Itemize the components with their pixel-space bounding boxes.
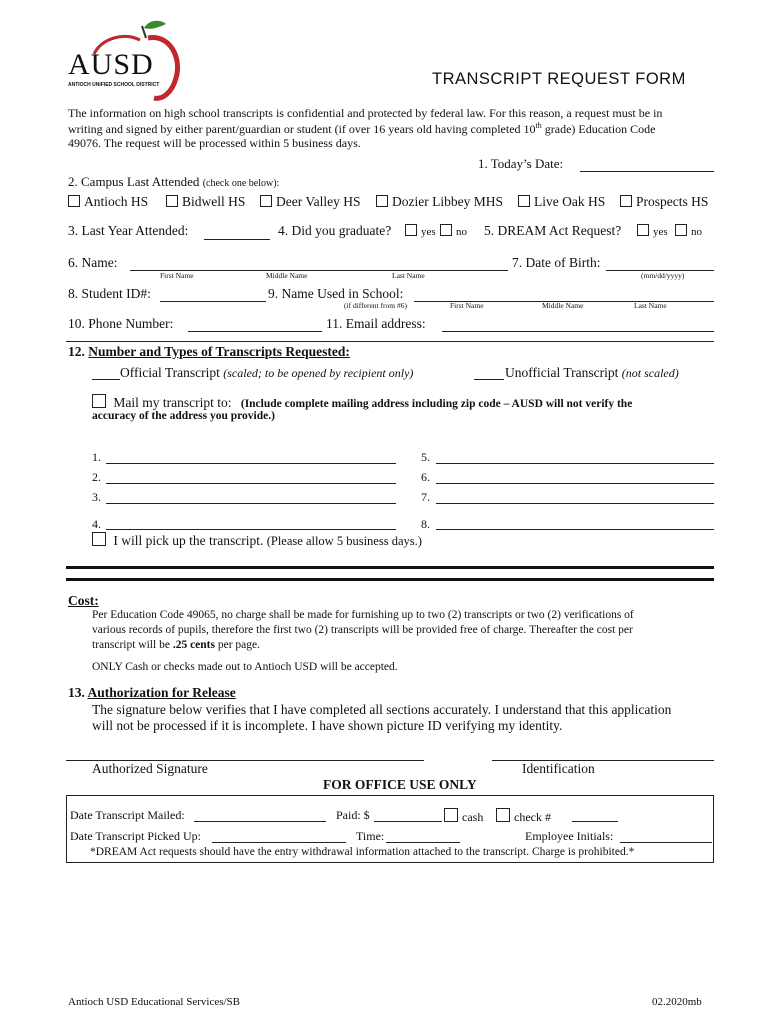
logo-text: AUSD — [68, 48, 154, 81]
unofficial-note: (not scaled) — [621, 366, 679, 380]
official-transcript-label — [120, 365, 413, 381]
checkbox[interactable] — [444, 808, 458, 822]
date-picked-field[interactable] — [212, 842, 346, 843]
no-label: no — [456, 226, 467, 238]
graduate-no[interactable] — [440, 224, 467, 238]
campus-option-deer-valley[interactable] — [260, 194, 360, 210]
paid-field[interactable] — [374, 821, 442, 822]
authorization-line-1: The signature below verifies that I have completed all sections accurately. I understand that this application — [92, 702, 672, 717]
logo-subtext: ANTIOCH UNIFIED SCHOOL DISTRICT — [68, 82, 160, 88]
graduate-yes[interactable] — [405, 224, 436, 238]
yes-label: yes — [653, 226, 668, 238]
cost-line-1: Per Education Code 49065, no charge shall be made for furnishing up to two (2) transcripts or two (2) verifications of — [92, 609, 634, 621]
unofficial-transcript-label — [505, 365, 679, 381]
name-in-school-label: 9. Name Used in School: — [268, 286, 404, 301]
official-count-field[interactable] — [92, 379, 120, 380]
section-number: 13. — [68, 685, 85, 700]
campus-label — [68, 174, 279, 190]
campus-hint: (check one below): — [202, 178, 280, 189]
intro-line-3: 49076. The request will be processed within 5 business days. — [68, 136, 361, 150]
unofficial-count-field[interactable] — [474, 379, 504, 380]
footer-right: 02.2020mb — [652, 996, 702, 1008]
email-field[interactable] — [442, 331, 714, 332]
school-last-name-hint: Last Name — [634, 301, 667, 310]
cost-line-3 — [92, 639, 260, 651]
campus-option-dozier-libbey[interactable] — [376, 194, 503, 210]
signature-label: Authorized Signature — [92, 761, 208, 776]
yes-label: yes — [421, 226, 436, 238]
address-line-number: 1. — [92, 450, 101, 464]
initials-label: Employee Initials: — [525, 829, 614, 843]
section-title: Number and Types of Transcripts Requested: — [88, 344, 350, 359]
thick-divider — [66, 578, 714, 581]
transcripts-heading — [68, 344, 350, 360]
phone-label: 10. Phone Number: — [68, 316, 174, 331]
phone-field[interactable] — [188, 331, 322, 332]
dob-label: 7. Date of Birth: — [512, 255, 601, 270]
address-line-number: 4. — [92, 517, 101, 531]
page-title: TRANSCRIPT REQUEST FORM — [432, 70, 686, 88]
option-label: Deer Valley HS — [276, 194, 361, 209]
middle-name-hint: Middle Name — [266, 271, 308, 280]
address-line-field[interactable] — [106, 463, 396, 464]
address-line-number: 5. — [421, 450, 430, 464]
date-picked-label: Date Transcript Picked Up: — [70, 829, 201, 843]
last-year-field[interactable] — [204, 239, 270, 240]
option-label: Bidwell HS — [182, 194, 246, 209]
last-year-label: 3. Last Year Attended: — [68, 223, 189, 238]
checkbox[interactable] — [376, 195, 388, 207]
section-title: Authorization for Release — [87, 685, 236, 700]
cost-amount: .25 cents — [172, 639, 215, 651]
initials-field[interactable] — [620, 842, 712, 843]
intro-line-2 — [68, 121, 655, 137]
todays-date-field[interactable] — [580, 171, 714, 172]
address-line-number: 6. — [421, 470, 430, 484]
unofficial-text: Unofficial Transcript — [505, 365, 619, 380]
intro-line-2a: writing and signed by either parent/guardian or student (if over 16 years old having completed 10 — [68, 122, 536, 136]
dream-act-no[interactable] — [675, 224, 702, 238]
mail-note-line-2: accuracy of the address you provide.) — [92, 410, 275, 422]
address-line-field[interactable] — [106, 483, 396, 484]
school-middle-name-hint: Middle Name — [542, 301, 584, 310]
mail-transcript-option[interactable] — [92, 394, 632, 411]
checkbox[interactable] — [518, 195, 530, 207]
student-id-field[interactable] — [160, 301, 266, 302]
footer-left: Antioch USD Educational Services/SB — [68, 996, 241, 1008]
checkbox[interactable] — [440, 224, 452, 236]
campus-option-antioch[interactable] — [68, 194, 148, 210]
paid-label: Paid: $ — [336, 808, 370, 822]
authorization-line-2: will not be processed if it is incomplete. I have shown picture ID verifying my identity. — [92, 718, 563, 733]
intro-line-2b: grade) Education Code — [541, 122, 656, 136]
section-number: 12. — [68, 344, 85, 359]
cash-option[interactable] — [444, 808, 483, 825]
option-label: Antioch HS — [84, 194, 149, 209]
check-number-field[interactable] — [572, 821, 618, 822]
campus-option-bidwell[interactable] — [166, 194, 245, 210]
checkbox[interactable] — [92, 394, 106, 408]
address-line-number: 7. — [421, 490, 430, 504]
address-line-field[interactable] — [436, 529, 714, 530]
name-label: 6. Name: — [68, 255, 118, 270]
address-line-field[interactable] — [436, 463, 714, 464]
first-name-hint: First Name — [160, 271, 194, 280]
pickup-option[interactable] — [92, 532, 422, 549]
dream-act-label: 5. DREAM Act Request? — [484, 223, 622, 238]
mail-note: (Include complete mailing address including zip code – AUSD will not verify the — [240, 398, 633, 410]
cost-title: Cost: — [68, 593, 99, 608]
checkbox[interactable] — [92, 532, 106, 546]
cost-line-4: ONLY Cash or checks made out to Antioch USD will be accepted. — [92, 661, 398, 673]
mail-label: Mail my transcript to: — [113, 395, 232, 410]
office-use-title: FOR OFFICE USE ONLY — [323, 777, 477, 792]
dream-act-note: *DREAM Act requests should have the entry withdrawal information attached to the transcript. Charge is prohibited.* — [90, 846, 635, 858]
cash-label: cash — [462, 810, 484, 824]
checkbox[interactable] — [166, 195, 178, 207]
date-mailed-field[interactable] — [194, 821, 326, 822]
intro-line-1: The information on high school transcripts is confidential and protected by federal law. For this reason, a request must be in — [68, 106, 663, 120]
cost-text: transcript will be — [92, 639, 173, 651]
authorization-heading — [68, 685, 236, 701]
checkbox[interactable] — [260, 195, 272, 207]
pickup-label: I will pick up the transcript. — [113, 533, 264, 548]
intro-sup: th — [535, 121, 542, 130]
time-label: Time: — [356, 829, 385, 843]
name-in-school-hint: (if different from #6) — [344, 301, 407, 310]
address-line-field[interactable] — [106, 529, 396, 530]
no-label: no — [691, 226, 702, 238]
address-line-field[interactable] — [436, 483, 714, 484]
campus-option-live-oak[interactable] — [518, 194, 605, 210]
cost-heading — [68, 593, 99, 609]
address-line-number: 2. — [92, 470, 101, 484]
address-line-field[interactable] — [436, 503, 714, 504]
ausd-logo — [62, 18, 187, 108]
official-note: (scaled; to be opened by recipient only) — [223, 366, 414, 380]
date-mailed-label: Date Transcript Mailed: — [70, 808, 185, 822]
address-line-number: 3. — [92, 490, 101, 504]
address-line-number: 8. — [421, 517, 430, 531]
option-label: Live Oak HS — [534, 194, 606, 209]
dob-hint: (mm/dd/yyyy) — [641, 271, 685, 280]
checkbox[interactable] — [68, 195, 80, 207]
campus-label-text: 2. Campus Last Attended — [68, 174, 200, 189]
todays-date-label: 1. Today’s Date: — [478, 156, 564, 171]
official-text: Official Transcript — [120, 365, 220, 380]
graduate-label: 4. Did you graduate? — [278, 223, 392, 238]
email-label: 11. Email address: — [326, 316, 426, 331]
student-id-label: 8. Student ID#: — [68, 286, 151, 301]
pickup-note: (Please allow 5 business days.) — [266, 534, 422, 548]
option-label: Prospects HS — [636, 194, 709, 209]
thick-divider — [66, 566, 714, 569]
address-line-field[interactable] — [106, 503, 396, 504]
campus-option-prospects[interactable] — [620, 194, 708, 210]
last-name-hint: Last Name — [392, 271, 425, 280]
check-option[interactable] — [496, 808, 551, 825]
cost-text-end: per page. — [214, 639, 261, 651]
divider — [66, 341, 714, 342]
school-first-name-hint: First Name — [450, 301, 484, 310]
checkbox[interactable] — [405, 224, 417, 236]
checkbox[interactable] — [496, 808, 510, 822]
cost-line-2: various records of pupils, therefore the first two (2) transcripts will be provided free of charge. Thereafter the cost per — [92, 624, 633, 636]
identification-label: Identification — [522, 761, 595, 776]
time-field[interactable] — [386, 842, 460, 843]
dream-act-yes[interactable] — [637, 224, 668, 238]
option-label: Dozier Libbey MHS — [392, 194, 503, 209]
check-label: check # — [514, 810, 551, 824]
checkbox[interactable] — [620, 195, 632, 207]
checkbox[interactable] — [637, 224, 649, 236]
checkbox[interactable] — [675, 224, 687, 236]
